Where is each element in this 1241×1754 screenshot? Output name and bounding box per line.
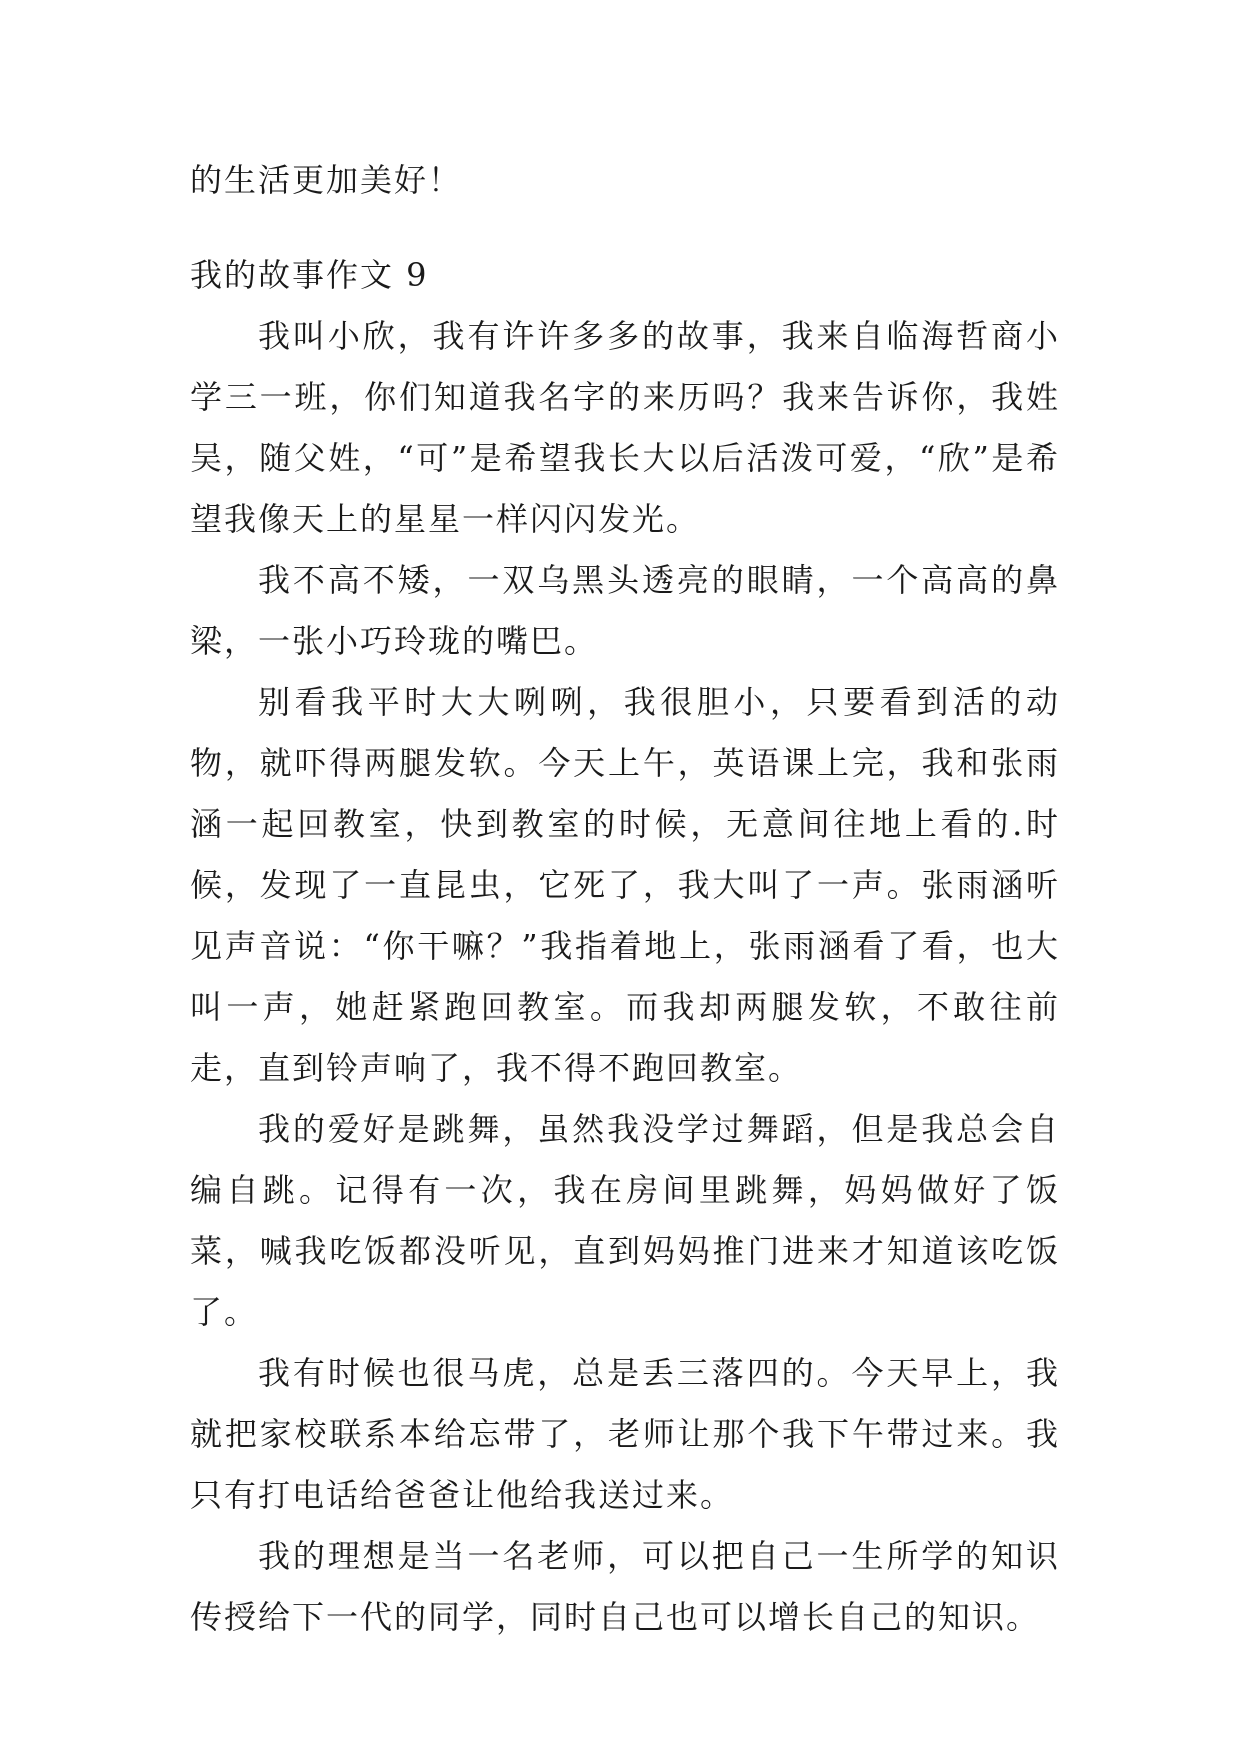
- paragraph-careless: 我有时候也很马虎，总是丢三落四的。今天早上，我就把家校联系本给忘带了，老师让那个我下午带过来。我只有打电话给爸爸让他给我送过来。: [190, 1354, 1060, 1514]
- article-heading: 我的故事作文 9: [190, 256, 429, 294]
- paragraph-hobby: 我的爱好是跳舞，虽然我没学过舞蹈，但是我总会自编自跳。记得有一次，我在房间里跳舞，妈妈做好了饭菜，喊我吃饭都没听见，直到妈妈推门进来才知道该吃饭了。: [190, 1110, 1060, 1331]
- paragraph-ideal: 我的理想是当一名老师，可以把自己一生所学的知识传授给下一代的同学，同时自己也可以增长自己的知识。: [190, 1537, 1060, 1636]
- article-body: [190, 306, 1060, 1648]
- paragraph-timid: 别看我平时大大咧咧，我很胆小，只要看到活的动物，就吓得两腿发软。今天上午，英语课上完，我和张雨涵一起回教室，快到教室的时候，无意间往地上看的.时候，发现了一直昆虫，它死了，我大叫了一声。张雨涵听见声音说：“你干嘛？”我指着地上，张雨涵看了看，也大叫一声，她赶紧跑回教室。而我却两腿发软，不敢往前走，直到铃声响了，我不得不跑回教室。: [190, 683, 1060, 1087]
- paragraph-appearance: 我不高不矮，一双乌黑头透亮的眼睛，一个高高的鼻梁，一张小巧玲珑的嘴巴。: [190, 561, 1060, 660]
- carryover-text: 的生活更加美好！: [190, 161, 463, 199]
- paragraph-name-origin: 我叫小欣，我有许许多多的故事，我来自临海哲商小学三一班，你们知道我名字的来历吗？我来告诉你，我姓吴，随父姓，“可”是希望我长大以后活泼可爱，“欣”是希望我像天上的星星一样闪闪发光。: [190, 317, 1060, 538]
